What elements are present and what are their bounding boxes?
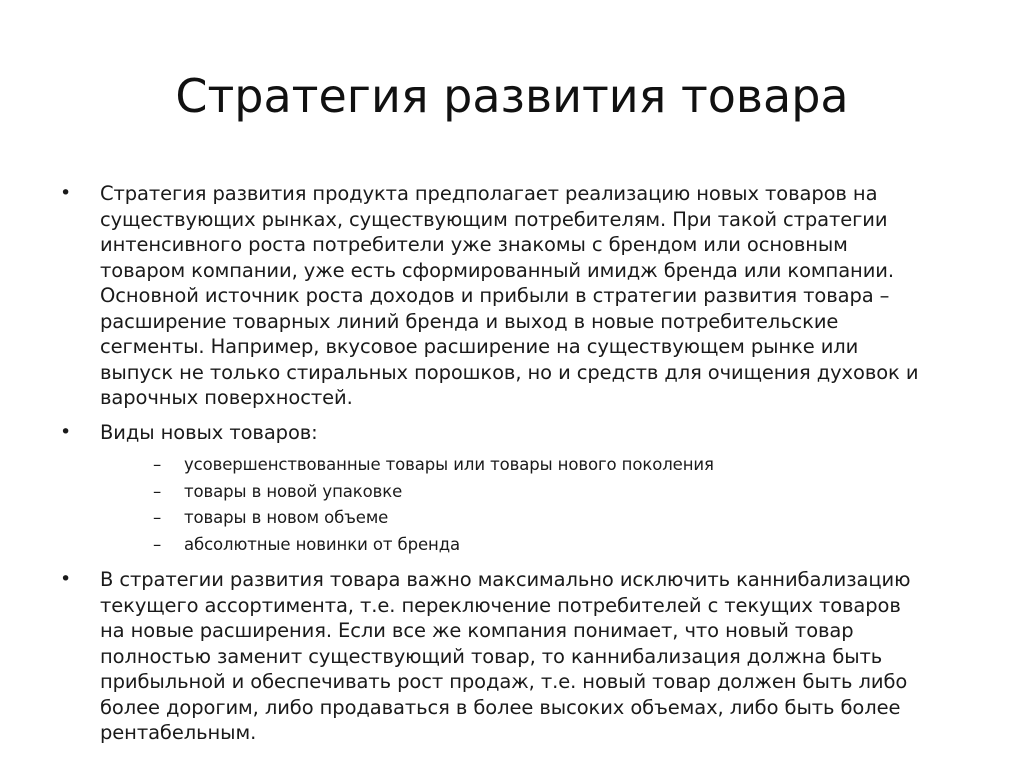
sub-list-item xyxy=(100,532,980,559)
text-line: Стратегия развития продукта предполагает реализацию новых товаров на xyxy=(100,182,878,205)
text-line: выпуск не только стиральных порошков, но и средств для очищения духовок и xyxy=(100,360,919,384)
bullet-item-product-types xyxy=(60,420,980,559)
text-line: полностью заменит существующий товар, то каннибализация должна быть xyxy=(100,644,883,668)
bullet-list xyxy=(60,181,980,746)
dash-icon: – xyxy=(153,481,162,501)
sub-list-item xyxy=(100,505,980,532)
sub-item-text: усовершенствованные товары или товары нового поколения xyxy=(184,455,714,474)
dash-icon: – xyxy=(153,508,162,527)
bullet-item-strategy-description xyxy=(60,181,980,411)
sub-item-text: товары в новом объеме xyxy=(184,508,389,527)
bullet-icon: • xyxy=(60,182,72,204)
bullet-icon: • xyxy=(60,568,72,590)
text-line: В стратегии развития товара важно максимально исключить каннибализацию xyxy=(100,568,911,591)
text-line: варочных поверхностей. xyxy=(100,386,353,409)
dash-icon: – xyxy=(153,534,162,554)
text-line: текущего ассортимента, т.е. переключение потребителей с текущих товаров xyxy=(100,593,901,617)
text-line: существующих рынках, существующим потребителям. При такой стратегии xyxy=(100,207,888,231)
bullet-item-cannibalization xyxy=(60,567,980,746)
text-line: Основной источник роста доходов и прибыли в стратегии развития товара – xyxy=(100,284,890,307)
text-line: интенсивного роста потребители уже знакомы с брендом или основным xyxy=(100,233,848,256)
sub-item-text: товары в новой упаковке xyxy=(184,481,403,501)
sub-list-item xyxy=(100,452,980,479)
text-line: более дорогим, либо продаваться в более высоких объемах, либо быть более xyxy=(100,695,901,719)
text-line: прибыльной и обеспечивать рост продаж, т.е. новый товар должен быть либо xyxy=(100,670,908,693)
text-line: рентабельным. xyxy=(100,721,257,744)
sub-list-item xyxy=(100,479,980,506)
bullet-icon: • xyxy=(60,420,72,443)
text-line: на новые расширения. Если все же компания понимает, что новый товар xyxy=(100,619,854,642)
text-line: сегменты. Например, вкусовое расширение на существующем рынке или xyxy=(100,335,859,358)
text-line: Виды новых товаров: xyxy=(100,420,318,444)
sub-list xyxy=(100,452,980,558)
slide-title: Стратегия развития товара xyxy=(175,69,849,123)
text-line: расширение товарных линий бренда и выход в новые потребительские xyxy=(100,309,839,333)
dash-icon: – xyxy=(153,455,162,474)
text-line: товаром компании, уже есть сформированный имидж бренда или компании. xyxy=(100,258,894,282)
sub-item-text: абсолютные новинки от бренда xyxy=(184,534,461,554)
